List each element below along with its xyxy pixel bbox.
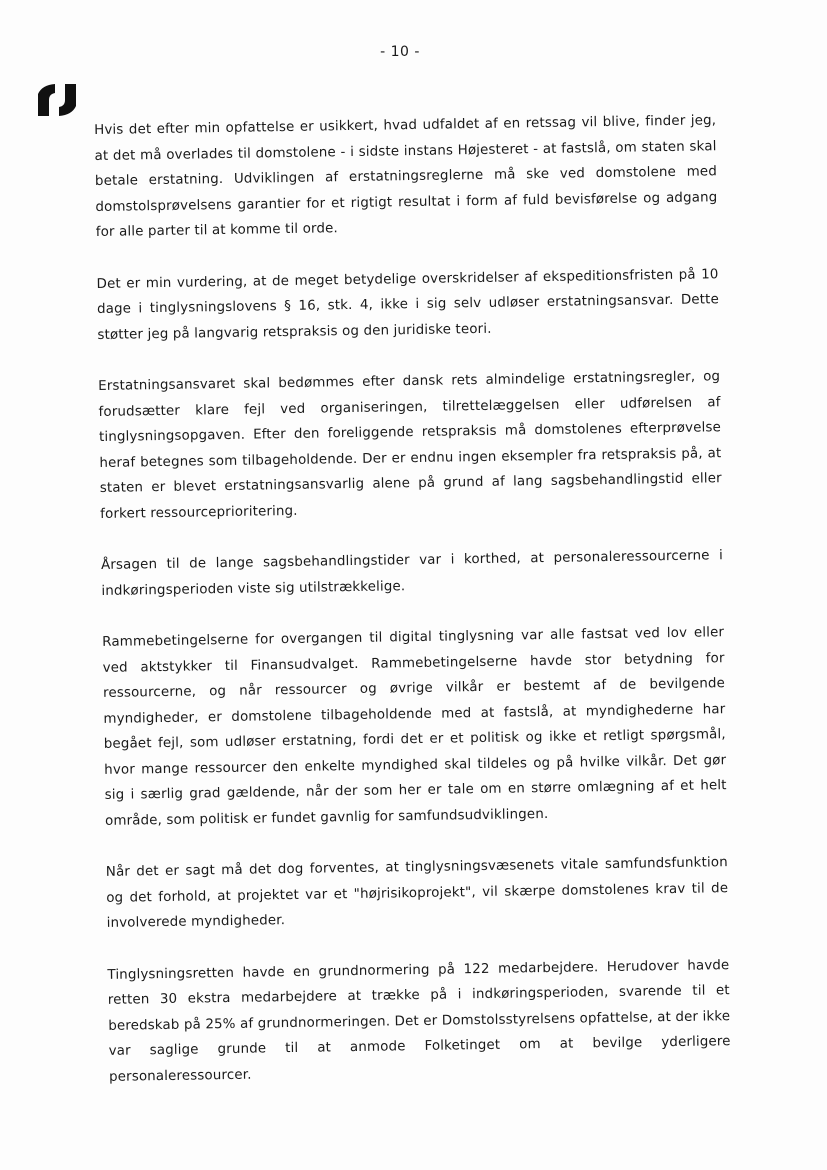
paragraph-2: Det er min vurdering, at de meget betydelige overskridelser af ekspeditionsfristen på 10 dage i tinglysningslovens § 16, stk. 4, ikke i sig selv udløser erstatningsansvar. Dette støtter jeg på langvarig retspraksis og den juridiske teori.: [96, 266, 720, 343]
paragraph-6: Når det er sagt må det dog forventes, at tinglysningsvæsenets vitale samfundsfunktion og det forhold, at projektet var et "højrisikoprojekt", vil skærpe domstolenes krav til de involverede myndigheder.: [105, 855, 729, 931]
paragraph-4: Årsagen til de lange sagsbehandlingstider var i korthed, at personaleressourcerne i indkøringsperioden viste sig utilstrækkelige.: [100, 548, 724, 599]
court-logo-icon: [36, 82, 78, 118]
paragraph-7: Tinglysningsretten havde en grundnormering på 122 medarbejdere. Herudover havde retten 30 ekstra medarbejdere at trække på i indkøringsperioden, svarende til et beredskab på 25% af grundnormeringen. Det er Domstolsstyrelsens opfattelse, at der ikke var saglige grunde til at anmode Folketinget om at bevilge yderligere personaleressourcer.: [107, 957, 731, 1085]
page-number: - 10 -: [380, 44, 420, 60]
document-body: [94, 108, 732, 1116]
paragraph-3: Erstatningsansvaret skal bedømmes efter dansk rets almindelige erstatningsregler, og forudsætter klare fejl ved organiseringen, tilrettelæggelsen eller udførelsen af tinglysningsopgaven. Efter den foreliggende retspraksis må domstolenes efterprøvelse heraf betegnes som tilbageholdende. Der er endnu ingen eksempler fra retspraksis på, at staten er blevet erstatningsansvarlig alene på grund af lang sagsbehandlingstid eller forkert ressourceprioritering.: [98, 369, 722, 522]
paragraph-5: Rammebetingelserne for overgangen til digital tinglysning var alle fastsat ved lov eller ved aktstykker til Finansudvalget. Rammebetingelserne havde stor betydning for ressourcerne, og når ressourcer og øvrige vilkår er bestemt af de bevilgende myndigheder, er domstolene tilbageholdende med at fastslå, at myndighederne har begået fejl, som udløser erstatning, fordi det er et politisk og ikke et retligt spørgsmål, hvor mange ressourcer den enkelte myndighed skal tildeles og på hvilke vilkår. Det gør sig i særlig grad gældende, når der som her er tale om en større omlægning af et helt område, som politisk er fundet gavnlig for samfundsudviklingen.: [102, 625, 727, 829]
paragraph-1: Hvis det efter min opfattelse er usikkert, hvad udfaldet af en retssag vil blive, finder jeg, at det må overlades til domstolene - i sidste instans Højesteret - at fastslå, om staten skal betale erstatning. Udviklingen af erstatningsreglerne må ske ved domstolene med domstolsprøvelsens garantier for et rigtigt resultat i form af fuld bevisførelse og adgang for alle parter til at komme til orde.: [94, 113, 718, 240]
